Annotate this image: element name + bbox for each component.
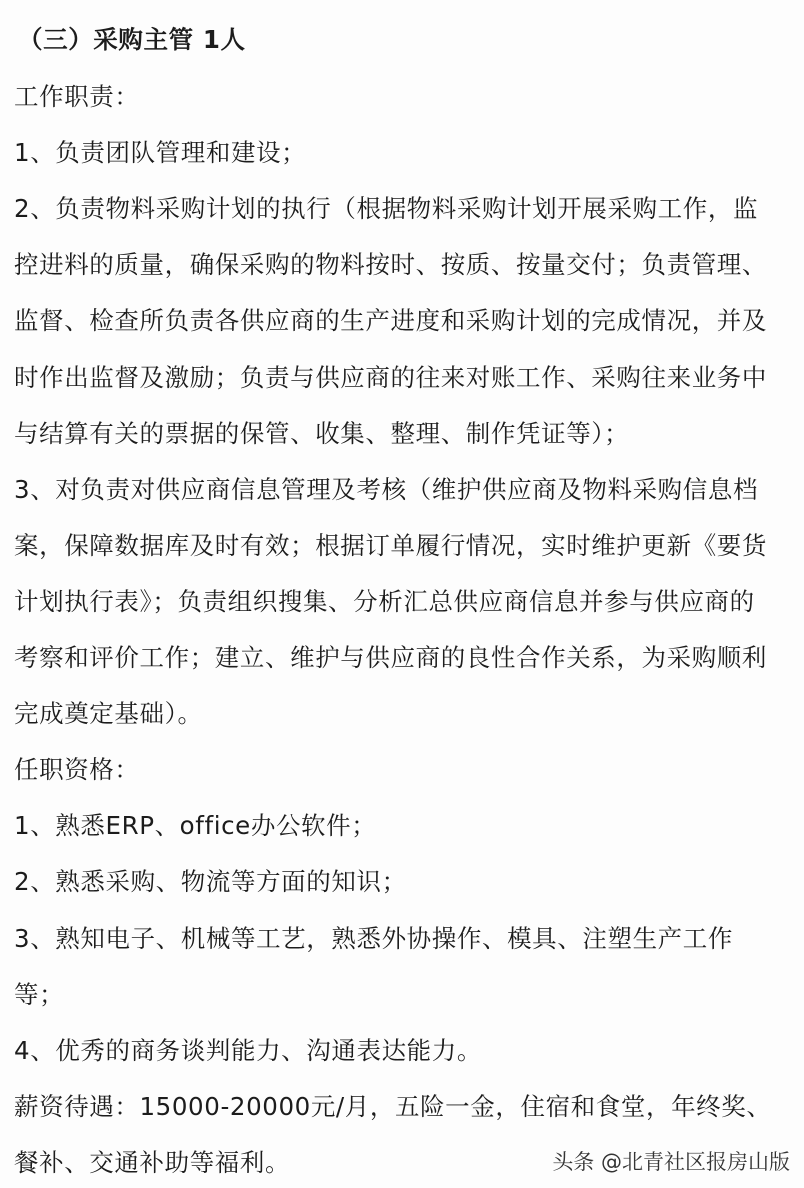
text-line: 1、负责团队管理和建设；: [14, 138, 307, 168]
text-line: 监督、检查所负责各供应商的生产进度和采购计划的完成情况，并及: [14, 306, 767, 336]
text-line: 工作职责：: [14, 82, 140, 111]
text-line: 与结算有关的票据的保管、收集、整理、制作凭证等）；: [14, 418, 630, 448]
text-line: 3、对负责对供应商信息管理及考核（维护供应商及物料采购信息档: [14, 474, 759, 504]
text-line: 考察和评价工作；建立、维护与供应商的良性合作关系，为采购顺利: [14, 643, 767, 672]
text-line: 计划执行表》；负责组织搜集、分析汇总供应商信息并参与供应商的: [14, 586, 755, 616]
text-line: 2、熟悉采购、物流等方面的知识；: [14, 867, 407, 897]
text-line: 时作出监督及激励；负责与供应商的往来对账工作、采购往来业务中: [14, 362, 767, 392]
text-line: 案，保障数据库及时有效；根据订单履行情况，实时维护更新《要货: [14, 530, 767, 560]
text-line: 任职资格：: [14, 755, 140, 785]
text-line: 4、优秀的商务谈判能力、沟通表达能力。: [14, 1035, 482, 1065]
text-line: 薪资待遇：15000-20000元/月，五险一金，住宿和食堂，年终奖、: [14, 1091, 772, 1121]
text-line: 2、负责物料采购计划的执行（根据物料采购计划开展采购工作，监: [14, 194, 759, 224]
text-line: 餐补、交通补助等福利。: [14, 1147, 291, 1177]
text-line: 控进料的质量，确保采购的物料按时、按质、按量交付；负责管理、: [14, 250, 767, 280]
text-line: 3、熟知电子、机械等工艺，熟悉外协操作、模具、注塑生产工作: [14, 923, 733, 953]
text-line: 1、熟悉ERP、office办公软件；: [14, 811, 377, 841]
text-line: 等；: [14, 979, 65, 1009]
section-title: （三）采购主管 1人: [18, 25, 246, 54]
text-line: 完成奠定基础）。: [14, 699, 203, 729]
watermark: 头条 @北青社区报房山版: [552, 1150, 790, 1174]
